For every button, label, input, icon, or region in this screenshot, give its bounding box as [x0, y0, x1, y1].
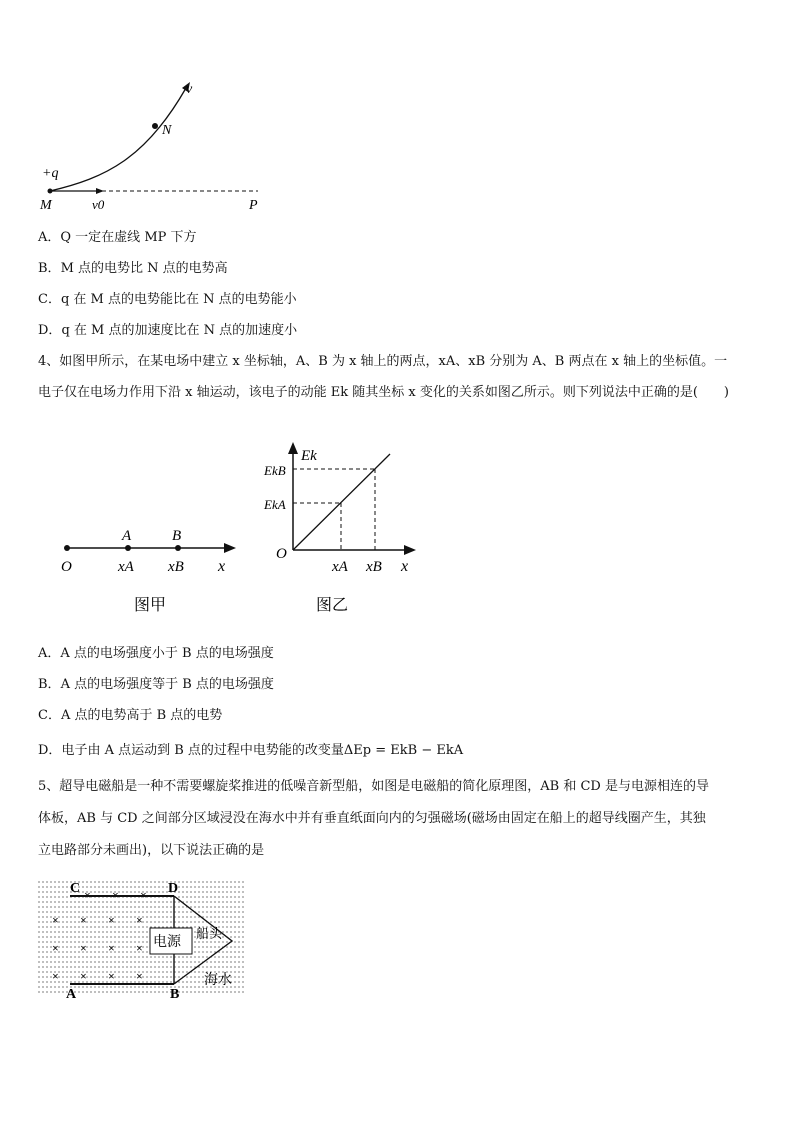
yi-label-EkA: EkA — [264, 497, 286, 512]
q4-stem-line2: 电子仅在电场力作用下沿 x 轴运动，该电子的动能 Ek 随其坐标 x 变化的关系如图乙所示。则下列说法中正确的是( ) — [38, 385, 729, 400]
trajectory-figure — [36, 78, 276, 213]
x-axis-jia-arrow — [224, 543, 236, 553]
q5-stem-line2: 体板，AB 与 CD 之间部分区域浸没在海水中并有垂直纸面向内的匀强磁场(磁场由固定在船上的超导线圈产生，其独 — [38, 811, 706, 826]
figure-jia — [56, 520, 246, 620]
q4-stem-line1: 4、如图甲所示，在某电场中建立 x 坐标轴，A、B 为 x 轴上的两点，xA、xB 分别为 A、B 两点在 x 轴上的坐标值。一 — [38, 354, 728, 369]
jia-label-x: x — [218, 558, 226, 575]
svg-text:×: × — [108, 941, 115, 955]
q3-option-b: B．M 点的电势比 N 点的电势高 — [38, 261, 228, 276]
svg-text:×: × — [112, 888, 119, 902]
q3-option-a: A．Q 一定在虚线 MP 下方 — [38, 230, 197, 245]
ship-label-D: D — [168, 881, 179, 896]
yi-y-axis-arrow — [288, 442, 298, 454]
q5-stem-line3: 立电路部分未画出)，以下说法正确的是 — [38, 843, 265, 858]
jia-point-O — [64, 545, 70, 551]
trajectory-curve — [50, 88, 186, 191]
svg-text:×: × — [108, 913, 115, 927]
yi-label-xB: xB — [366, 559, 382, 575]
svg-text:×: × — [80, 941, 87, 955]
svg-text:×: × — [52, 969, 59, 983]
yi-caption: 图乙 — [316, 595, 349, 614]
svg-text:×: × — [84, 888, 91, 902]
ship-label-power: 电源 — [153, 934, 181, 950]
yi-label-x: x — [401, 558, 409, 575]
label-M: M — [40, 198, 52, 213]
label-v0: v0 — [92, 197, 105, 212]
yi-x-axis-arrow — [404, 545, 416, 555]
svg-text:×: × — [108, 969, 115, 983]
jia-label-B: B — [172, 528, 182, 544]
ship-label-B: B — [170, 987, 180, 1000]
svg-text:×: × — [136, 913, 143, 927]
point-N — [152, 123, 158, 129]
label-N: N — [162, 123, 172, 138]
svg-text:×: × — [80, 969, 87, 983]
jia-point-A — [125, 545, 131, 551]
svg-text:×: × — [136, 969, 143, 983]
ship-label-seawater: 海水 — [204, 972, 232, 988]
label-P: P — [249, 198, 258, 213]
q3-option-c: C．q 在 M 点的电势能比在 N 点的电势能小 — [38, 292, 297, 307]
jia-label-O: O — [61, 559, 72, 575]
svg-text:×: × — [136, 941, 143, 955]
svg-text:×: × — [52, 941, 59, 955]
yi-label-xA: xA — [332, 559, 348, 575]
yi-label-EkB: EkB — [264, 463, 286, 478]
yi-label-O: O — [276, 546, 287, 562]
jia-point-B — [175, 545, 181, 551]
label-q: +q — [42, 166, 59, 181]
svg-text:×: × — [140, 888, 147, 902]
ship-label-C: C — [70, 881, 81, 896]
jia-caption: 图甲 — [134, 595, 167, 614]
jia-label-xB: xB — [168, 559, 184, 575]
q4-option-b: B．A 点的电场强度等于 B 点的电场强度 — [38, 677, 274, 692]
svg-text:×: × — [80, 913, 87, 927]
q3-option-d: D．q 在 M 点的加速度比在 N 点的加速度小 — [38, 323, 298, 338]
ship-label-boat: 船头 — [196, 927, 223, 942]
yi-label-Ek: Ek — [301, 448, 317, 464]
q4-option-c: C．A 点的电势高于 B 点的电势 — [38, 708, 223, 723]
ship-label-A: A — [66, 987, 77, 1000]
q4-option-d: D．电子由 A 点运动到 B 点的过程中电势能的改变量ΔEp = EkB − EkA — [38, 743, 464, 758]
q5-stem-line1: 5、超导电磁船是一种不需要螺旋桨推进的低噪音新型船，如图是电磁船的简化原理图，AB 和 CD 是与电源相连的导 — [38, 779, 709, 794]
jia-label-xA: xA — [118, 559, 134, 575]
svg-text:×: × — [52, 913, 59, 927]
v0-arrowhead — [96, 188, 104, 194]
label-v: v — [186, 82, 193, 97]
jia-label-A: A — [122, 528, 132, 544]
figure-yi — [258, 438, 423, 618]
q4-option-a: A．A 点的电场强度小于 B 点的电场强度 — [38, 646, 274, 661]
ship-figure — [36, 878, 248, 1000]
point-M — [48, 189, 53, 194]
